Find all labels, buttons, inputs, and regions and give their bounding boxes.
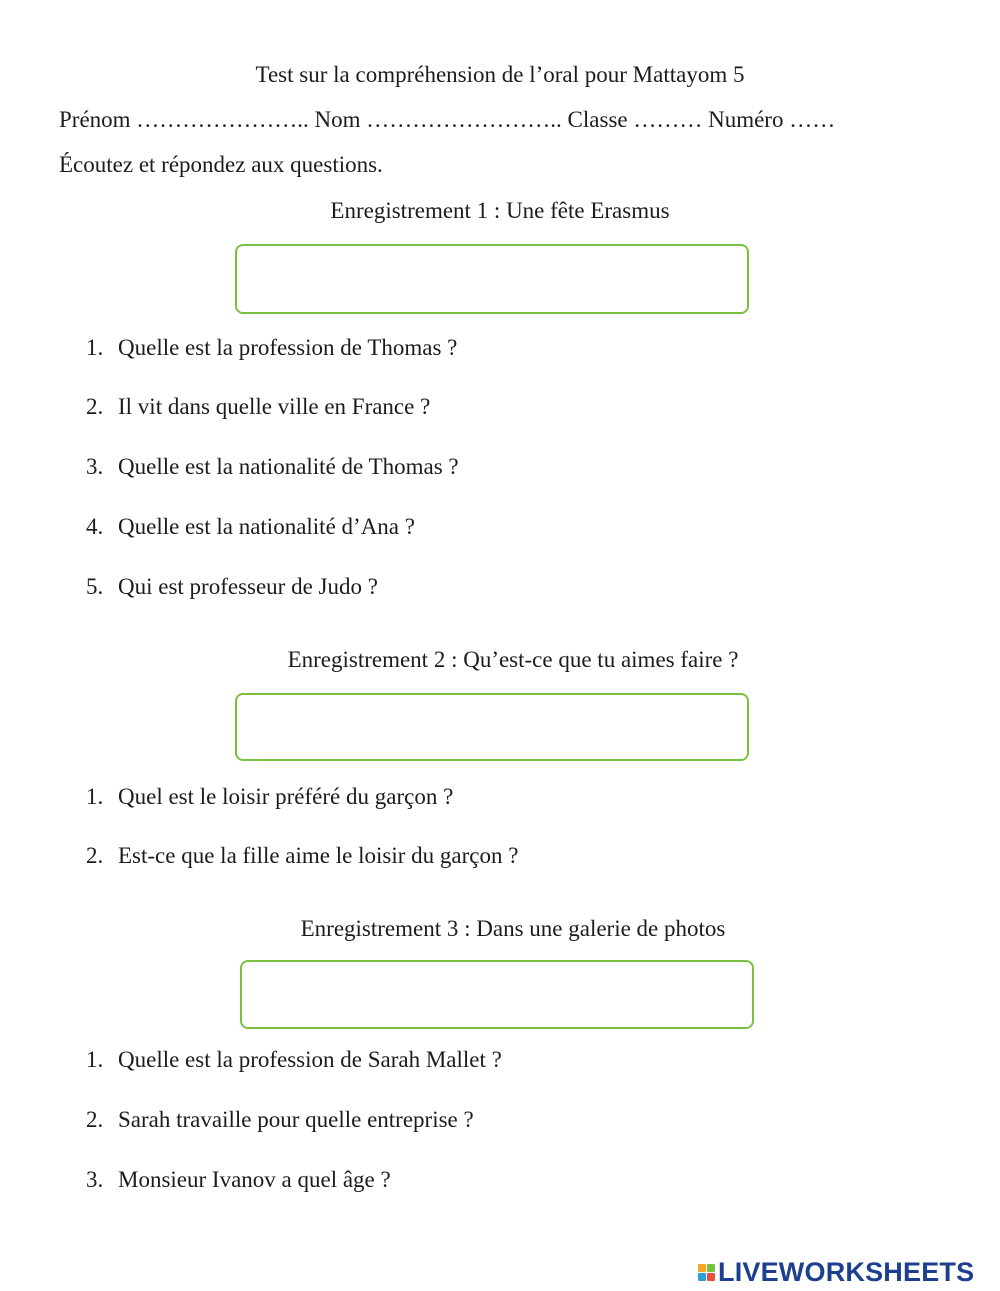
question-item [86, 573, 378, 601]
instructions: Écoutez et répondez aux questions. [59, 152, 383, 177]
question-number: 3. [86, 1167, 104, 1192]
question-text: Quelle est la nationalité de Thomas ? [118, 454, 459, 479]
section-3-title: Enregistrement 3 : Dans une galerie de photos [300, 916, 726, 941]
question-text: Quelle est la profession de Sarah Mallet ? [118, 1047, 502, 1072]
section-1-title: Enregistrement 1 : Une fête Erasmus [330, 198, 670, 223]
page-title: Test sur la compréhension de l’oral pour Mattayom 5 [255, 62, 745, 87]
question-text: Quelle est la profession de Thomas ? [118, 335, 458, 360]
question-number: 2. [86, 843, 104, 868]
question-item [86, 783, 453, 811]
question-item [86, 1046, 502, 1074]
question-text: Monsieur Ivanov a quel âge ? [118, 1167, 391, 1192]
section-2-answer-box[interactable] [235, 693, 749, 761]
student-info-line: Prénom ………………….. Nom …………………….. Classe ……… Numéro …… [59, 107, 836, 132]
question-item [86, 1106, 474, 1134]
question-item [86, 393, 430, 421]
section-2-title: Enregistrement 2 : Qu’est-ce que tu aimes faire ? [287, 647, 739, 672]
question-item [86, 842, 518, 870]
question-text: Il vit dans quelle ville en France ? [118, 394, 431, 419]
question-text: Qui est professeur de Judo ? [118, 574, 378, 599]
question-number: 5. [86, 574, 104, 599]
question-text: Est-ce que la fille aime le loisir du garçon ? [118, 843, 519, 868]
question-item [86, 334, 457, 362]
question-number: 1. [86, 784, 104, 809]
liveworksheets-logo[interactable] [698, 1257, 974, 1287]
liveworksheets-logo-icon [698, 1264, 715, 1281]
question-number: 3. [86, 454, 104, 479]
section-3-answer-box[interactable] [240, 960, 754, 1029]
section-1-answer-box[interactable] [235, 244, 749, 314]
question-text: Quel est le loisir préféré du garçon ? [118, 784, 454, 809]
question-number: 4. [86, 514, 104, 539]
question-number: 1. [86, 1047, 104, 1072]
question-item [86, 1166, 391, 1194]
question-item [86, 513, 415, 541]
logo-text: LIVEWORKSHEETS [718, 1256, 975, 1287]
question-text: Sarah travaille pour quelle entreprise ? [118, 1107, 474, 1132]
question-text: Quelle est la nationalité d’Ana ? [118, 514, 415, 539]
question-number: 1. [86, 335, 104, 360]
question-number: 2. [86, 1107, 104, 1132]
question-item [86, 453, 459, 481]
question-number: 2. [86, 394, 104, 419]
